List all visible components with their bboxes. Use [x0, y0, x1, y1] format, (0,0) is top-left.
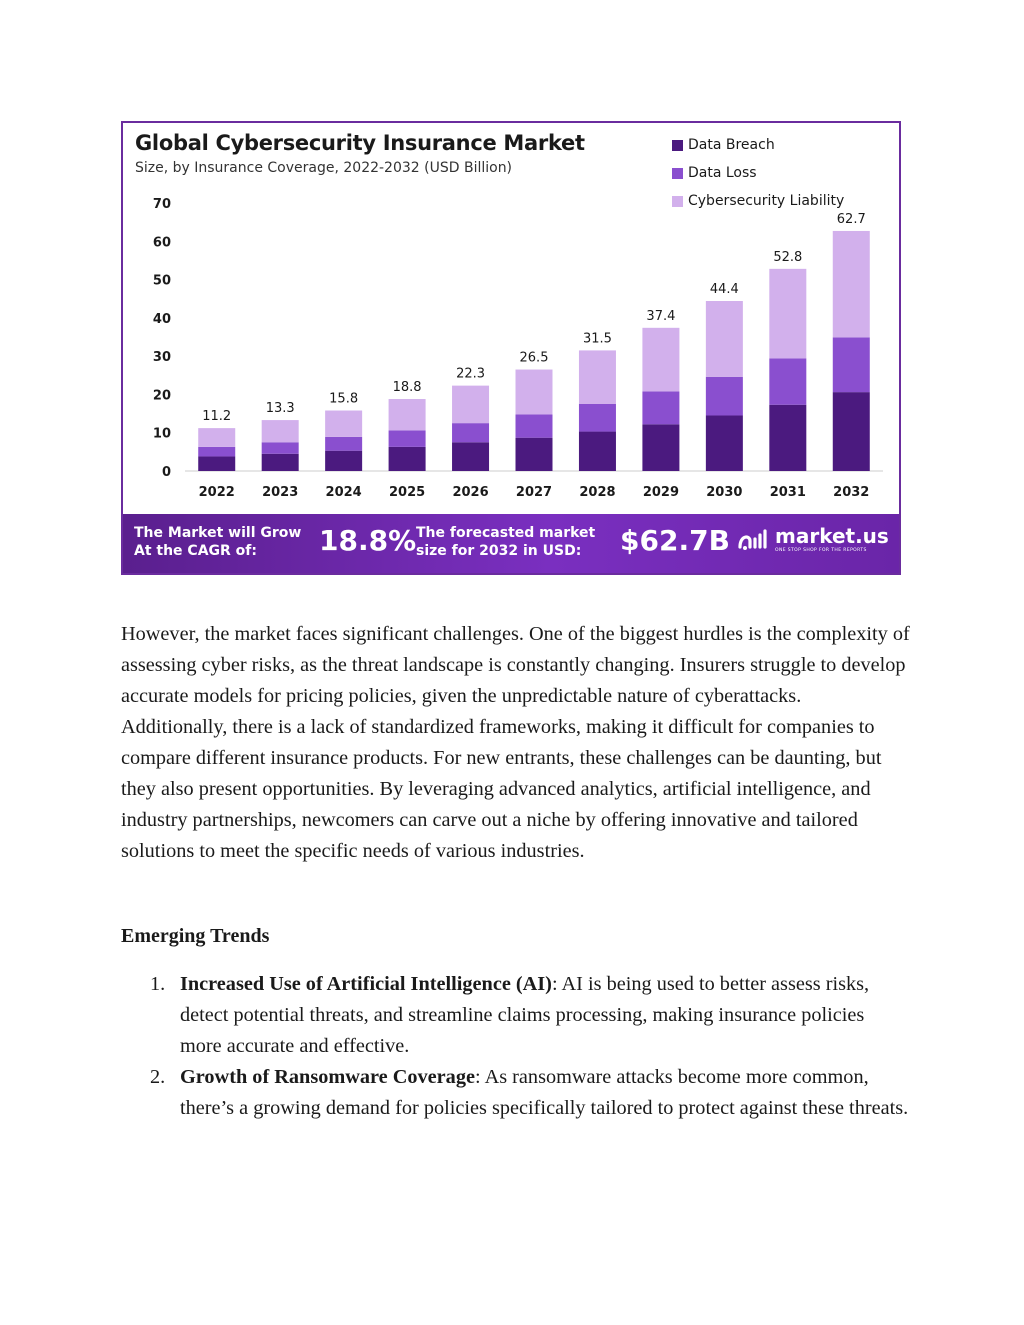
bar-segment: [198, 456, 235, 471]
bar-segment: [642, 328, 679, 392]
chart-title: Global Cybersecurity Insurance Market: [135, 131, 585, 155]
bar-total-label: 62.7: [836, 211, 866, 227]
trends-list: [121, 969, 911, 1124]
list-item-title: Increased Use of Artificial Intelligence (AI): [180, 973, 552, 995]
bar-segment: [769, 269, 806, 359]
brand-tagline: ONE STOP SHOP FOR THE REPORTS: [775, 548, 867, 553]
x-tick-label: 2023: [262, 485, 299, 500]
bar-segment: [833, 231, 870, 337]
y-tick-label: 70: [152, 197, 171, 212]
x-tick-label: 2030: [706, 485, 743, 500]
list-number: 1.: [150, 973, 166, 995]
bar-segment: [389, 447, 426, 471]
bar-segment: [642, 391, 679, 424]
y-tick-label: 50: [152, 273, 171, 289]
legend-swatch: [672, 140, 683, 151]
bar-segment: [769, 358, 806, 404]
chart-legend: [672, 131, 844, 215]
legend-swatch: [672, 168, 683, 179]
bar-total-label: 22.3: [456, 366, 486, 382]
bar-total-label: 26.5: [519, 350, 549, 366]
x-tick-label: 2026: [452, 485, 489, 500]
y-tick-label: 10: [152, 426, 171, 442]
bar-segment: [389, 399, 426, 430]
bar-segment: [389, 430, 426, 446]
bar-segment: [769, 405, 806, 471]
bar-segment: [706, 301, 743, 377]
y-tick-label: 0: [161, 465, 171, 480]
summary-banner: [123, 514, 899, 573]
bar-segment: [262, 420, 299, 442]
legend-label: Cybersecurity Liability: [688, 193, 845, 209]
list-item: [121, 1062, 911, 1124]
brand-logo: [737, 526, 889, 553]
bar-segment: [325, 451, 362, 471]
list-item-title: Growth of Ransomware Coverage: [180, 1066, 475, 1088]
x-tick-label: 2022: [198, 485, 235, 500]
forecast-size-label: The forecasted market size for 2032 in USD:: [416, 525, 596, 559]
list-item-text: : As ransomware attacks become more common, there’s a growing demand for policies specifically tailored to protect against these threats.: [180, 1066, 909, 1119]
y-tick-label: 60: [152, 235, 171, 251]
bar-segment: [452, 423, 489, 442]
x-tick-label: 2028: [579, 485, 616, 500]
list-item: [121, 969, 911, 1062]
bar-total-label: 37.4: [646, 308, 676, 324]
section-heading: Emerging Trends: [121, 925, 270, 947]
bar-segment: [262, 454, 299, 471]
legend-label: Data Breach: [688, 137, 775, 153]
bar-segment: [325, 411, 362, 437]
bar-total-label: 31.5: [582, 331, 612, 347]
bar-segment: [452, 442, 489, 471]
bar-segment: [706, 377, 743, 416]
bar-segment: [833, 337, 870, 392]
legend-item-data-loss: [672, 159, 844, 187]
bar-segment: [452, 386, 489, 424]
x-tick-label: 2032: [833, 485, 870, 500]
chart-subtitle: Size, by Insurance Coverage, 2022-2032 (USD Billion): [135, 160, 513, 176]
legend-item-cybersecurity-liability: [672, 187, 844, 215]
bar-segment: [516, 370, 553, 415]
bar-segment: [579, 350, 616, 404]
x-tick-label: 2029: [642, 485, 680, 500]
market-us-logo-icon: [737, 527, 771, 553]
legend-item-data-breach: [672, 131, 844, 159]
list-number: 2.: [150, 1066, 166, 1088]
x-tick-label: 2025: [388, 485, 426, 500]
bar-total-label: 15.8: [329, 391, 359, 407]
y-tick-label: 40: [152, 311, 171, 327]
bar-segment: [516, 414, 553, 437]
bar-total-label: 44.4: [709, 282, 739, 298]
bar-segment: [642, 424, 679, 471]
bar-segment: [579, 404, 616, 432]
bar-total-label: 13.3: [265, 401, 295, 417]
bar-segment: [198, 447, 235, 457]
y-tick-label: 20: [152, 388, 171, 404]
bar-total-label: 11.2: [202, 409, 232, 425]
bar-segment: [833, 392, 870, 471]
forecast-size-value: $62.7B: [620, 524, 730, 557]
list-item-text: : AI is being used to better assess risks, detect potential threats, and streamline claims processing, making insurance policies more accurate and effective.: [180, 973, 870, 1057]
bar-segment: [516, 438, 553, 471]
bar-total-label: 18.8: [392, 380, 422, 396]
y-tick-label: 30: [152, 350, 171, 366]
x-tick-label: 2027: [515, 485, 553, 500]
x-tick-label: 2024: [325, 485, 362, 500]
x-tick-label: 2031: [769, 485, 806, 500]
cagr-label: The Market will Grow At the CAGR of:: [134, 525, 302, 559]
legend-label: Data Loss: [688, 165, 757, 181]
brand-name: market.us: [775, 524, 889, 548]
market-chart-figure: [121, 121, 901, 575]
bar-total-label: 52.8: [773, 249, 803, 265]
bar-segment: [579, 432, 616, 471]
cagr-value: 18.8%: [319, 524, 417, 557]
body-paragraph: However, the market faces significant challenges. One of the biggest hurdles is the complexity of assessing cyber risks, as the threat landscape is constantly changing. Insurers struggle to develop accurate models for pricing policies, given the unpredictable nature of cyberattacks. Additionally, there is a lack of standardized frameworks, making it difficult for companies to compare different insurance products. For new entrants, these challenges can be daunting, but they also present opportunities. By leveraging advanced analytics, artificial intelligence, and industry partnerships, newcomers can carve out a niche by offering innovative and tailored solutions to meet the specific needs of various industries.: [121, 623, 910, 862]
bar-segment: [706, 415, 743, 471]
bar-segment: [198, 428, 235, 447]
legend-swatch: [672, 196, 683, 207]
bar-segment: [262, 442, 299, 453]
bar-segment: [325, 437, 362, 451]
